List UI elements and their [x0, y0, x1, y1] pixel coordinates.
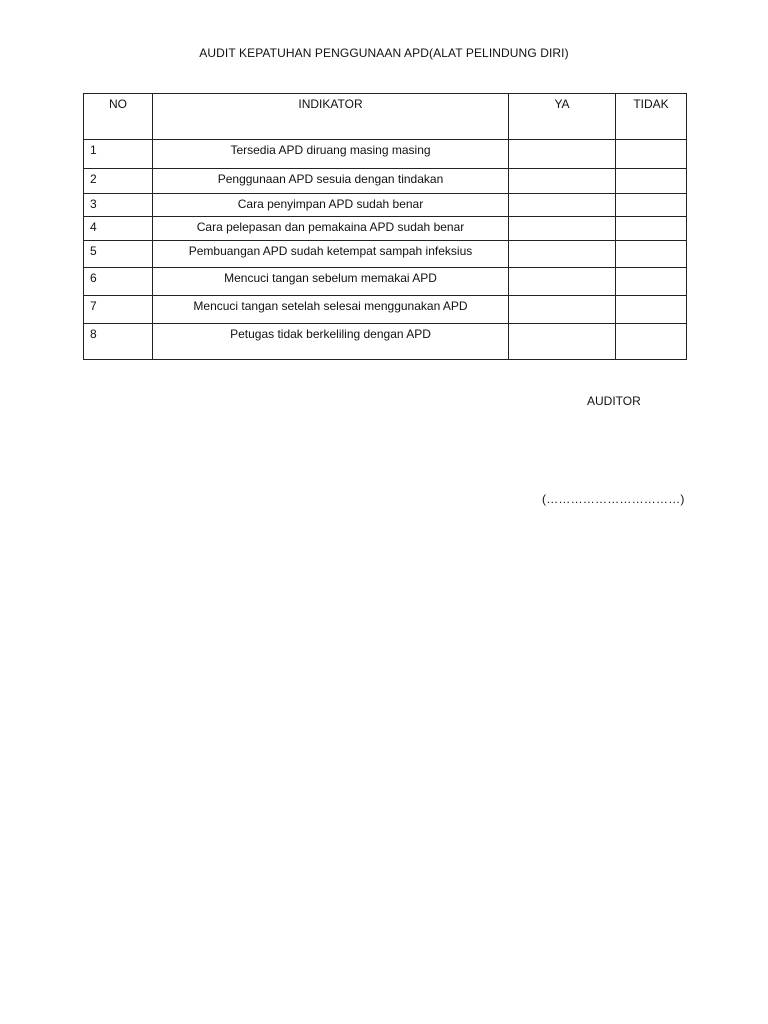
row-tidak-cell[interactable]: [616, 169, 687, 194]
row-number: 5: [84, 241, 153, 268]
audit-table: [83, 93, 687, 360]
row-indikator: Mencuci tangan sebelum memakai APD: [153, 268, 509, 296]
row-tidak-cell[interactable]: [616, 140, 687, 169]
row-number: 3: [84, 194, 153, 217]
row-ya-cell[interactable]: [509, 194, 616, 217]
header-ya: YA: [509, 94, 616, 140]
header-indikator: INDIKATOR: [153, 94, 509, 140]
document-title: AUDIT KEPATUHAN PENGGUNAAN APD(ALAT PELINDUNG DIRI): [199, 46, 569, 60]
table-row: [84, 169, 687, 194]
table-row: [84, 217, 687, 241]
row-indikator: Cara penyimpan APD sudah benar: [153, 194, 509, 217]
row-indikator: Cara pelepasan dan pemakaina APD sudah benar: [153, 217, 509, 241]
table-header-row: [84, 94, 687, 140]
row-tidak-cell[interactable]: [616, 324, 687, 360]
row-number: 1: [84, 140, 153, 169]
row-number: 7: [84, 296, 153, 324]
row-indikator: Petugas tidak berkeliling dengan APD: [153, 324, 509, 360]
row-ya-cell[interactable]: [509, 241, 616, 268]
table-row: [84, 324, 687, 360]
row-ya-cell[interactable]: [509, 268, 616, 296]
header-tidak: TIDAK: [616, 94, 687, 140]
table-row: [84, 241, 687, 268]
row-ya-cell[interactable]: [509, 324, 616, 360]
row-tidak-cell[interactable]: [616, 241, 687, 268]
row-tidak-cell[interactable]: [616, 268, 687, 296]
header-no: NO: [84, 94, 153, 140]
signature-placeholder: (……………………………): [542, 492, 685, 506]
row-number: 4: [84, 217, 153, 241]
row-tidak-cell[interactable]: [616, 194, 687, 217]
row-ya-cell[interactable]: [509, 217, 616, 241]
table-row: [84, 140, 687, 169]
row-indikator: Penggunaan APD sesuia dengan tindakan: [153, 169, 509, 194]
row-tidak-cell[interactable]: [616, 296, 687, 324]
table-row: [84, 268, 687, 296]
row-ya-cell[interactable]: [509, 140, 616, 169]
row-ya-cell[interactable]: [509, 169, 616, 194]
row-tidak-cell[interactable]: [616, 217, 687, 241]
row-number: 8: [84, 324, 153, 360]
row-indikator: Tersedia APD diruang masing masing: [153, 140, 509, 169]
row-indikator: Pembuangan APD sudah ketempat sampah infeksius: [153, 241, 509, 268]
row-number: 2: [84, 169, 153, 194]
table-row: [84, 194, 687, 217]
table-row: [84, 296, 687, 324]
row-ya-cell[interactable]: [509, 296, 616, 324]
row-number: 6: [84, 268, 153, 296]
row-indikator: Mencuci tangan setelah selesai menggunakan APD: [153, 296, 509, 324]
auditor-label: AUDITOR: [587, 394, 641, 408]
